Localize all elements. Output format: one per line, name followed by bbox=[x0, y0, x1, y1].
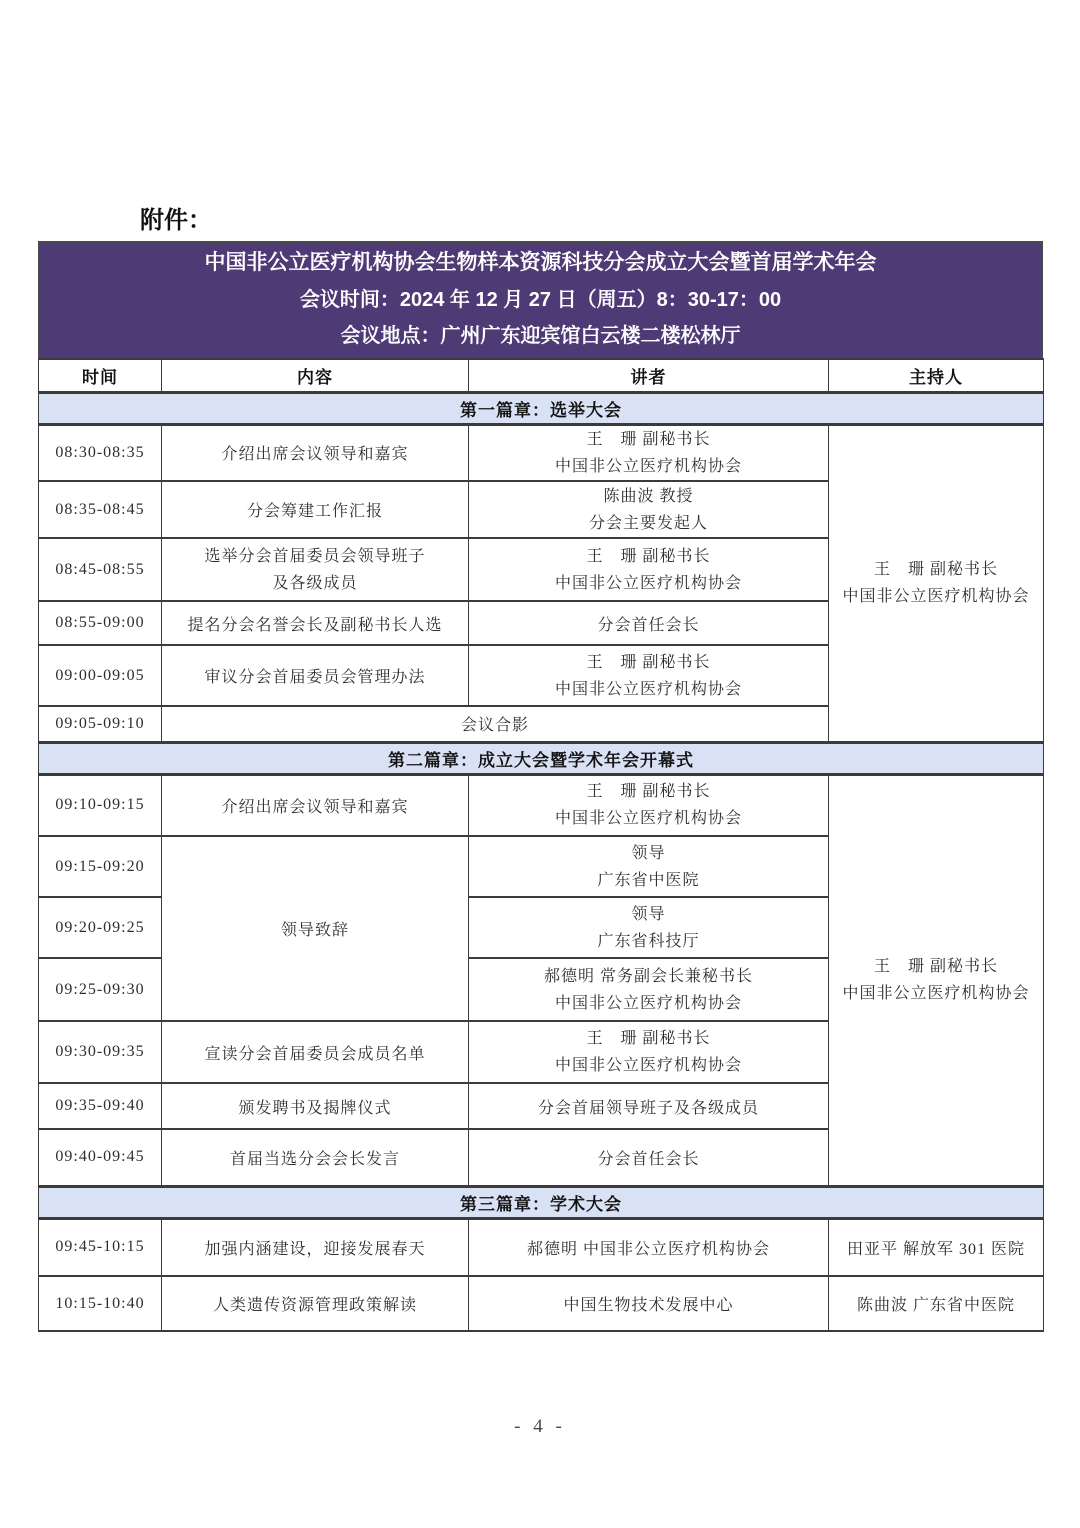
section-band bbox=[39, 742, 1044, 774]
conference-banner bbox=[38, 241, 1043, 359]
time-cell: 10:15-10:40 bbox=[39, 1276, 162, 1331]
content-cell: 加强内涵建设，迎接发展春天 bbox=[162, 1218, 469, 1276]
speaker-line: 王 珊 副秘书长 bbox=[586, 1030, 711, 1047]
time-cell: 09:35-09:40 bbox=[39, 1083, 162, 1129]
speaker-line: 中国非公立医疗机构协会 bbox=[554, 457, 742, 475]
speaker-line: 领导 bbox=[631, 844, 666, 862]
speaker-line: 郝德明 常务副会长兼秘书长 bbox=[543, 967, 753, 985]
speaker-line: 广东省中医院 bbox=[597, 871, 700, 889]
time-cell: 09:15-09:20 bbox=[39, 836, 162, 897]
speaker-line: 陈曲波 教授 bbox=[603, 487, 694, 505]
content-cell: 分会筹建工作汇报 bbox=[162, 481, 469, 538]
host-line: 王 珊 副秘书长 bbox=[873, 958, 998, 975]
speaker-line: 中国非公立医疗机构协会 bbox=[554, 810, 742, 828]
speaker-cell bbox=[469, 897, 829, 958]
host-line: 王 珊 副秘书长 bbox=[873, 561, 998, 578]
time-cell: 09:45-10:15 bbox=[39, 1218, 162, 1276]
column-header-host: 主持人 bbox=[829, 359, 1044, 392]
content-cell: 首届当选分会会长发言 bbox=[162, 1129, 469, 1186]
speaker-cell: 分会首任会长 bbox=[469, 601, 829, 645]
content-cell bbox=[162, 538, 469, 601]
speaker-cell bbox=[469, 645, 829, 706]
speaker-line: 中国非公立医疗机构协会 bbox=[554, 574, 742, 592]
speaker-cell bbox=[469, 774, 829, 836]
content-cell: 介绍出席会议领导和嘉宾 bbox=[162, 774, 469, 836]
time-cell: 08:35-08:45 bbox=[39, 481, 162, 538]
column-header-time: 时间 bbox=[39, 359, 162, 392]
speaker-cell bbox=[469, 538, 829, 601]
section-title: 第一篇章：选举大会 bbox=[39, 392, 1044, 424]
time-cell: 09:30-09:35 bbox=[39, 1021, 162, 1083]
time-cell: 09:10-09:15 bbox=[39, 774, 162, 836]
speaker-cell: 分会首届领导班子及各级成员 bbox=[469, 1083, 829, 1129]
banner-title: 中国非公立医疗机构协会生物样本资源科技分会成立大会暨首届学术年会 bbox=[204, 251, 877, 274]
speaker-line: 王 珊 副秘书长 bbox=[586, 653, 711, 671]
speaker-cell bbox=[469, 424, 829, 481]
speaker-cell bbox=[469, 836, 829, 897]
host-line: 中国非公立医疗机构协会 bbox=[842, 985, 1030, 1002]
speaker-cell bbox=[469, 958, 829, 1021]
time-cell: 08:45-08:55 bbox=[39, 538, 162, 601]
speaker-line: 王 珊 副秘书长 bbox=[586, 547, 711, 565]
content-cell: 领导致辞 bbox=[162, 836, 469, 1021]
speaker-line: 中国非公立医疗机构协会 bbox=[554, 994, 742, 1012]
column-header-content: 内容 bbox=[162, 359, 469, 392]
agenda-table bbox=[38, 358, 1044, 1332]
page-number: - 4 - bbox=[514, 1416, 566, 1437]
table-header-row bbox=[39, 359, 1044, 392]
banner-location: 会议地点：广州广东迎宾馆白云楼二楼松林厅 bbox=[340, 325, 741, 347]
content-cell: 提名分会名誉会长及副秘书长人选 bbox=[162, 601, 469, 645]
time-cell: 09:25-09:30 bbox=[39, 958, 162, 1021]
speaker-cell bbox=[469, 1021, 829, 1083]
time-cell: 08:30-08:35 bbox=[39, 424, 162, 481]
content-cell: 颁发聘书及揭牌仪式 bbox=[162, 1083, 469, 1129]
time-cell: 09:00-09:05 bbox=[39, 645, 162, 706]
speaker-line: 中国非公立医疗机构协会 bbox=[554, 1057, 742, 1074]
table-row bbox=[39, 1276, 1044, 1331]
merged-cell: 会议合影 bbox=[162, 706, 829, 742]
table-row bbox=[39, 424, 1044, 481]
host-cell: 陈曲波 广东省中医院 bbox=[829, 1276, 1044, 1331]
speaker-cell: 郝德明 中国非公立医疗机构协会 bbox=[469, 1218, 829, 1276]
time-cell: 09:05-09:10 bbox=[39, 706, 162, 742]
section-band bbox=[39, 1186, 1044, 1218]
content-cell: 审议分会首届委员会管理办法 bbox=[162, 645, 469, 706]
content-line: 选举分会首届委员会领导班子 bbox=[204, 547, 426, 565]
speaker-cell: 中国生物技术发展中心 bbox=[469, 1276, 829, 1331]
speaker-cell bbox=[469, 481, 829, 538]
attachment-label: 附件： bbox=[140, 207, 212, 234]
host-cell bbox=[829, 774, 1044, 1186]
speaker-line: 中国非公立医疗机构协会 bbox=[554, 680, 742, 698]
table-row bbox=[39, 774, 1044, 836]
section-band bbox=[39, 392, 1044, 424]
time-cell: 09:40-09:45 bbox=[39, 1129, 162, 1186]
speaker-line: 领导 bbox=[631, 905, 666, 923]
content-cell: 人类遗传资源管理政策解读 bbox=[162, 1276, 469, 1331]
host-cell bbox=[829, 424, 1044, 742]
section-title: 第二篇章：成立大会暨学术年会开幕式 bbox=[39, 742, 1044, 774]
time-cell: 08:55-09:00 bbox=[39, 601, 162, 645]
speaker-line: 王 珊 副秘书长 bbox=[586, 430, 711, 448]
time-cell: 09:20-09:25 bbox=[39, 897, 162, 958]
content-line: 及各级成员 bbox=[272, 574, 358, 592]
column-header-speaker: 讲者 bbox=[469, 359, 829, 392]
banner-time: 会议时间：2024 年 12 月 27 日（周五）8：30-17：00 bbox=[299, 289, 782, 311]
speaker-line: 分会主要发起人 bbox=[588, 514, 708, 532]
host-cell: 田亚平 解放军 301 医院 bbox=[829, 1218, 1044, 1276]
speaker-line: 王 珊 副秘书长 bbox=[586, 783, 711, 801]
section-title: 第三篇章：学术大会 bbox=[39, 1186, 1044, 1218]
content-cell: 介绍出席会议领导和嘉宾 bbox=[162, 424, 469, 481]
speaker-line: 广东省科技厅 bbox=[597, 932, 700, 950]
host-line: 中国非公立医疗机构协会 bbox=[842, 588, 1030, 605]
speaker-cell: 分会首任会长 bbox=[469, 1129, 829, 1186]
content-cell: 宣读分会首届委员会成员名单 bbox=[162, 1021, 469, 1083]
table-row bbox=[39, 1218, 1044, 1276]
